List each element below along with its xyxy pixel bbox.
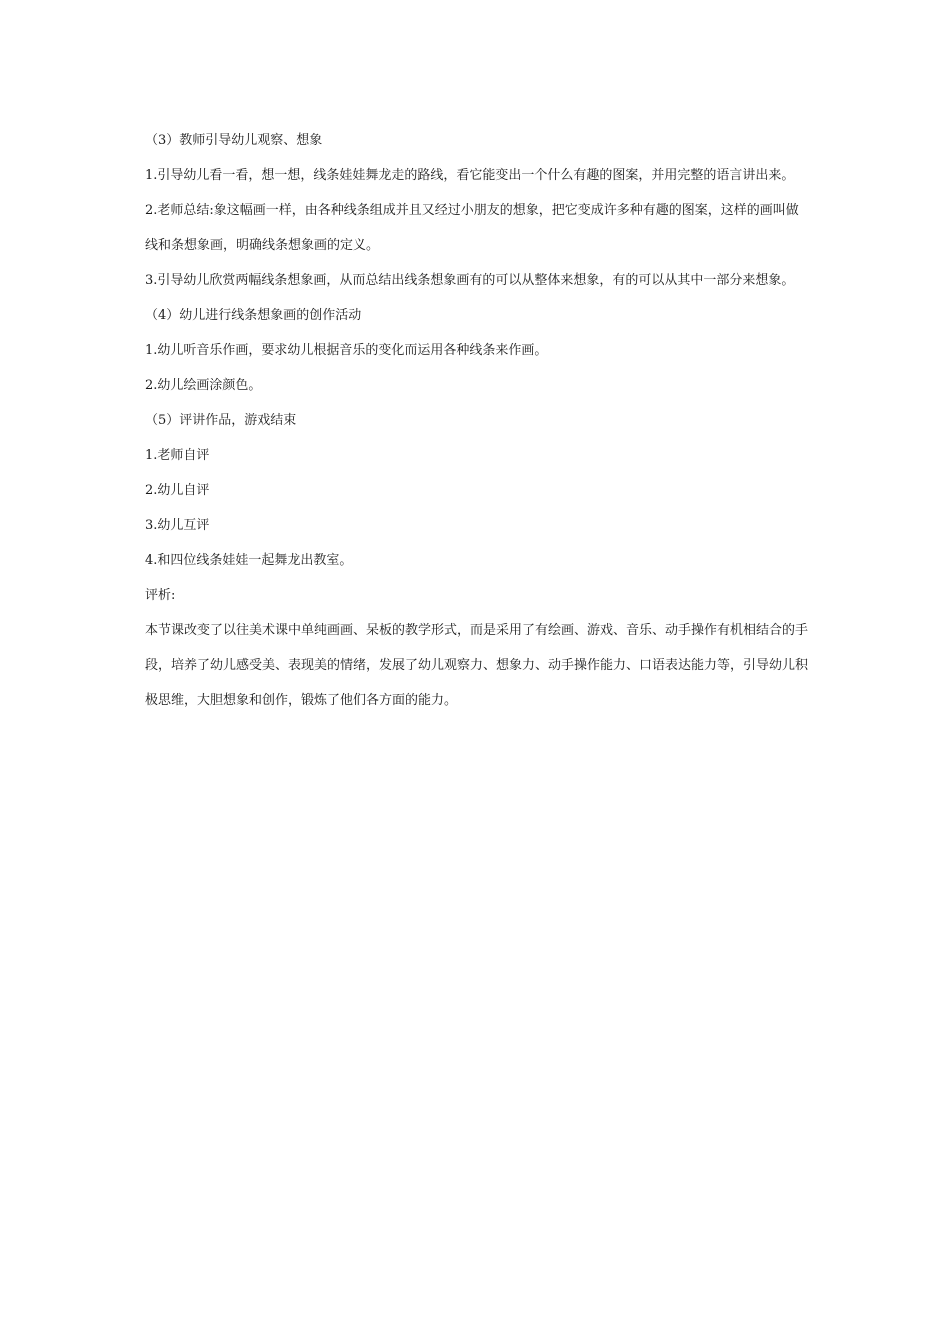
step-5-1: 1.老师自评 (145, 448, 210, 463)
commentary-body: 本节课改变了以往美术课中单纯画画、呆板的教学形式，而是采用了有绘画、游戏、音乐、动手操作有机相结合的手段，培养了幼儿感受美、表现美的情绪，发展了幼儿观察力、想象力、动手操作能力、口语表达能力等，引导幼儿积极思维，大胆想象和创作，锻炼了他们各方面的能力。 (145, 623, 809, 708)
step-4-2: 2.幼儿绘画涂颜色。 (145, 378, 262, 393)
step-5-4: 4.和四位线条娃娃一起舞龙出教室。 (145, 553, 353, 568)
section-heading-3: （3）教师引导幼儿观察、想象 (145, 133, 323, 148)
step-5-2: 2.幼儿自评 (145, 483, 210, 498)
step-3-2: 2.老师总结:象这幅画一样，由各种线条组成并且又经过小朋友的想象，把它变成许多种有趣的图案，这样的画叫做线和条想象画，明确线条想象画的定义。 (145, 203, 799, 253)
section-heading-5: （5）评讲作品，游戏结束 (145, 413, 297, 428)
step-3-3: 3.引导幼儿欣赏两幅线条想象画，从而总结出线条想象画有的可以从整体来想象，有的可以从其中一部分来想象。 (145, 273, 795, 288)
document-page (145, 123, 810, 718)
section-heading-4: （4）幼儿进行线条想象画的创作活动 (145, 308, 362, 323)
step-4-1: 1.幼儿听音乐作画，要求幼儿根据音乐的变化而运用各种线条来作画。 (145, 343, 548, 358)
step-3-1: 1.引导幼儿看一看，想一想，线条娃娃舞龙走的路线，看它能变出一个什么有趣的图案，并用完整的语言讲出来。 (145, 168, 795, 183)
commentary-heading: 评析: (145, 588, 176, 603)
step-5-3: 3.幼儿互评 (145, 518, 210, 533)
